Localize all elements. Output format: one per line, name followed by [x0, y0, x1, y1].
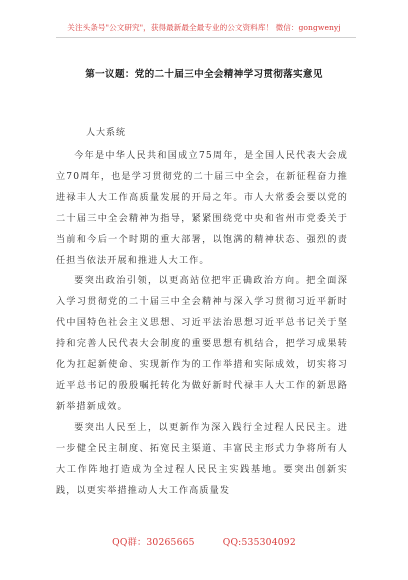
header-divider: [56, 37, 356, 38]
body-paragraph: 要突出政治引领，以更高站位把牢正确政治方向。把全面深入学习贯彻党的二十届三中全会精神与深入学习贯彻习近平新时代中国特色社会主义思想、习近平法治思想习近平总书记关于坚持和完善人民代表大会制度的重要思想有机结合，把学习成果转化为扛起新使命、实现新作为的工作举措和实际成效，切实将习近平总书记的殷殷嘱托转化为做好新时代禄丰人大工作的新思路新举措新成效。: [56, 276, 348, 412]
header-note: 关注头条号"公文研究"，获得最新最全最专业的公文资料库！ 微信：gongwenyj: [67, 23, 341, 32]
footer-qq-group: QQ群：30265665: [112, 537, 195, 548]
footer-qq: QQ:535304092: [222, 537, 296, 548]
document-author: 人大系统: [86, 128, 127, 138]
footer-contact: [0, 534, 408, 548]
document-body: [56, 146, 348, 501]
document-title: 第一议题：党的二十届三中全会精神学习贯彻落实意见: [85, 69, 323, 80]
body-paragraph: 今年是中华人民共和国成立75周年，是全国人民代表大会成立70周年，也是学习贯彻党的二十届三中全会，在新征程奋力推进禄丰人大工作高质量发展的开局之年。市人大常委会要以党的二十届三中全会精神为指导，紧紧围绕党中央和省州市党委关于当前和今后一个时期的重大部署，以饱满的精神状态、强烈的责任担当依法开展和推进人大工作。: [56, 151, 348, 266]
body-paragraph: 要突出人民至上，以更新作为深入践行全过程人民民主。进一步健全民主制度、拓宽民主渠道、丰富民主形式力争将所有人大工作阵地打造成为全过程人民民主实践基地。要突出创新实践，以更实举措推动人大工作高质量发: [56, 422, 348, 496]
